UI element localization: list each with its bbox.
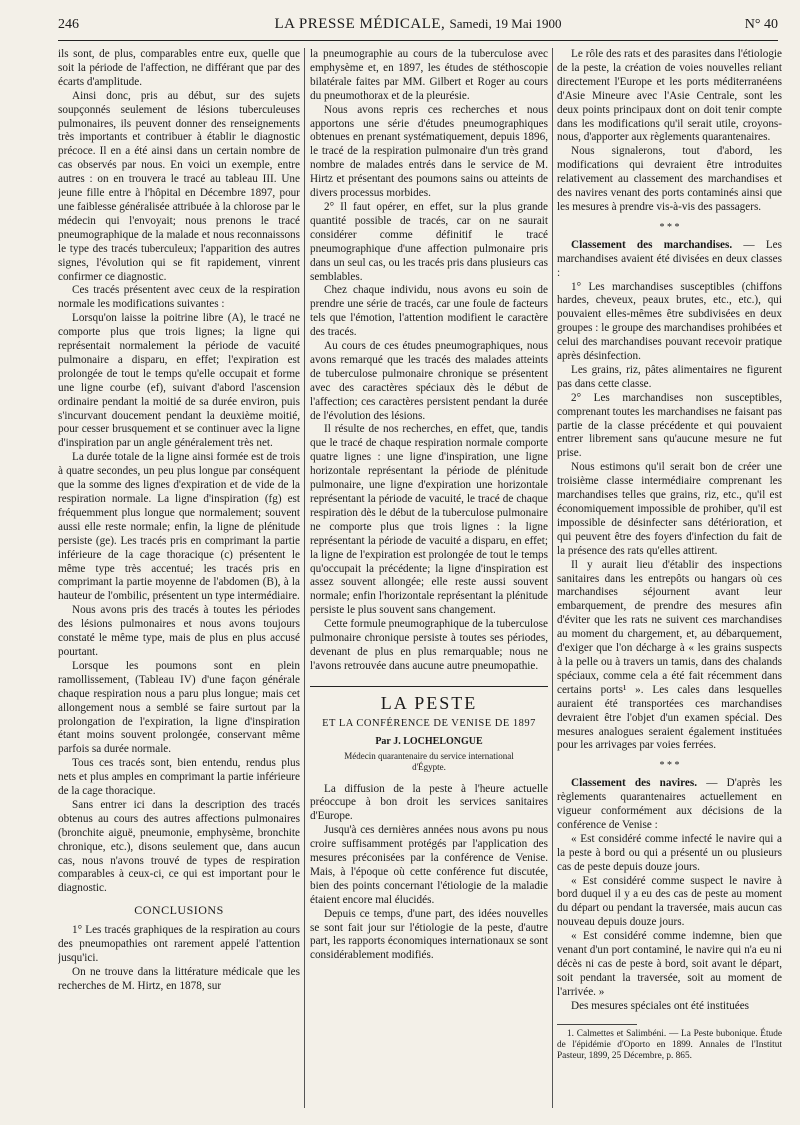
article-header	[310, 686, 548, 773]
paragraph: « Est considéré comme indemne, bien que venant d'un port contaminé, le navire qui n'a eu ni décès ni cas de peste à bord, soit avant le départ, soit pendant la traversée, soit au moment de l'arrivée. »	[557, 930, 782, 998]
article-title: LA PESTE	[380, 692, 478, 713]
paragraph	[557, 239, 782, 281]
page-number: 246	[58, 17, 79, 32]
paragraph: La diffusion de la peste à l'heure actuelle préoccupe à bon droit les services sanitaires d'Europe.	[310, 782, 548, 823]
footnote: 1. Calmettes et Salimbéni. — La Peste bubonique. Étude de l'épidémie d'Oporto en 1899. Annales de l'Institut Pasteur, 1899, 25 Décembre, p. 865.	[557, 1028, 782, 1061]
paragraph: 2° Les marchandises non susceptibles, comprenant toutes les marchandises ne faisant pas partie de la classe précédente et qui pouvaient entrer librement sans qu'aucune mesure ne fut prise.	[557, 391, 782, 460]
issue-number: N° 40	[744, 17, 778, 32]
section-separator: * * *	[659, 221, 680, 233]
paragraph: Chez chaque individu, nous avons eu soin de prendre une série de tracés, car une foule de facteurs tels que l'émotion, l'attention modifient le caractère des tracés.	[310, 284, 548, 339]
paragraph: Des mesures spéciales ont été instituées	[571, 999, 750, 1012]
paragraph: Au cours de ces études pneumographiques, nous avons remarqué que les tracés des malades atteints de tuberculose pulmonaire chronique se présentent avec des caractères spéciaux dès le début de l'affection; ces caractères persistent pendant la durée de l'évolution des lésions.	[310, 340, 548, 422]
paragraph: La durée totale de la ligne ainsi formée est de trois à quatre secondes, un peu plus longue par conséquent que la somme des lignes d'expiration et de vide de la respiration normale. La ligne d'inspiration (fg) est fréquemment plus longue que normalement; souvent aussi elle reste normale; enfin, la ligne de plénitude persiste (ge). Les tracés pris en comprimant la partie inférieure de la cage thoracique (c) présentent le même type très accentué; les tracés pris en comprimant la partie moyenne de l'abdomen (B), à la hauteur de l'ombilic, présentent un type intermédiaire.	[58, 451, 300, 603]
paragraph: Lorsque les poumons sont en plein ramollissement, (Tableau IV) d'une façon générale chaque respiration nous a paru plus longue; mais cet allongement nous a semblé se faire surtout par la prolongation de l'expiration, la ligne d'inspiration étant moins souvent prolongée, conservant même parfois sa durée normale.	[58, 659, 300, 756]
paragraph: Nous signalerons, tout d'abord, les modifications qui devraient être introduites relativement au classement des marchandises et des navires venant des ports contaminés ainsi que les mesures à prendre vis-à-vis des passagers.	[557, 145, 782, 213]
paragraph: Depuis ce temps, d'une part, des idées nouvelles se sont fait jour sur l'étiologie de la peste, d'autre part, les rapports économiques internationaux se sont considérablement modifiés.	[310, 907, 548, 962]
article-affiliation: Médecin quarantenaire du service international d'Égypte.	[344, 750, 514, 772]
column-2	[310, 48, 548, 1113]
column-3	[557, 48, 782, 1113]
heading-text: — D'après les règlements quarantenaires actuellement en vigueur conformément aux décisions de la conférence de Venise :	[557, 777, 782, 831]
paragraph: 2° Il faut opérer, en effet, sur la plus grande quantité possible de tracés, car on ne saurait considérer comme définitif le tracé pneumographique d'une affection pulmonaire pris dans un seul cas, ou les tracés pris dans plusieurs cas semblables.	[310, 200, 548, 283]
paragraph: Il résulte de nos recherches, en effet, que, tandis que le tracé de chaque respiration normale comporte quatre lignes : une ligne d'inspiration, une ligne horizontale représentant la période de plénitude pulmonaire, une ligne d'expiration une horizontale représentant la période de vacuité, le tracé de chaque respiration dès le début de la tuberculose pulmonaire ne comporte plus que trois lignes : la ligne représentant la période de vacuité a disparu, en effet; la ligne de l'expiration est prolongée de tout le temps qu'occupait la précédente; la ligne d'inspiration est assez souvent allongée; elle reste aussi souvent normale; enfin l'horizontale représentant la plénitude persiste le plus souvent sans changement.	[310, 423, 548, 617]
article-author: Par J. LOCHELONGUE	[375, 735, 483, 747]
paragraph: Sans entrer ici dans la description des tracés obtenus au cours des autres affections pulmonaires (bronchite aiguë, pneumonie, emphysème, bronchite chronique, etc.), disons seulement que, dans aucun cas, nous n'avons trouvé de types de respiration comparables à ceux-ci, ce qui est important pour le diagnostic.	[58, 798, 300, 895]
paragraph: Les grains, riz, pâtes alimentaires ne figurent pas dans cette classe.	[557, 363, 782, 390]
paragraph: Il y aurait lieu d'établir des inspections sanitaires dans les entrepôts ou hangars où ces marchandises séjournent avant leur embarquement, de prendre des mesures afin d'éviter que les rats ne suivent ces marchandises au moment du chargement, et, au débarquement, d'exiger que l'on décharge à « les grains suspects à la pelle ou à travers un tamis, dans des chalands spéciaux, comme cela a été fait récemment dans certains ports¹ ». Les cales dans lesquelles auraient été transportées ces marchandises devraient être l'objet d'un examen spécial. Des mesures analogues seraient également instituées pour les arrivages par voies ferrées.	[557, 558, 782, 752]
journal-name: LA PRESSE MÉDICALE,	[274, 16, 446, 32]
heading-text: — Les marchandises avaient été divisées en deux classes :	[557, 238, 782, 279]
paragraph	[557, 777, 782, 833]
paragraph: ils sont, de plus, comparables entre eux, quelle que soit la période de l'affection, ne différant que par des écarts d'amplitude.	[58, 48, 300, 88]
paragraph: 1° Les tracés graphiques de la respiration au cours des pneumopathies ont rarement appelé l'attention jusqu'ici.	[58, 924, 300, 964]
paragraph: « Est considéré comme infecté le navire qui a la peste à bord ou qui a présenté un ou plusieurs cas de peste depuis douze jours.	[557, 832, 782, 873]
column-divider	[304, 48, 305, 1108]
paragraph: Jusqu'à ces dernières années nous avons pu nous croire suffisamment protégés par l'application des mesures préconisées par la conférence de Venise. Mais, à l'époque où cette conférence fut discutée, bien des points concernant l'étiologie de la maladie étaient encore mal élucidés.	[310, 824, 548, 906]
footnote-rule	[557, 1024, 637, 1025]
paragraph: Cette formule pneumographique de la tuberculose pulmonaire chronique persiste à toutes ses périodes, devenant de plus en plus remarquable; nous ne l'avons retrouvée dans aucune autre pneumopathie.	[310, 618, 548, 672]
section-heading-marchandises: Classement des marchandises.	[571, 238, 733, 251]
section-separator: * * *	[659, 760, 680, 772]
journal-title	[58, 16, 778, 33]
paragraph: Lorsqu'on laisse la poitrine libre (A), le tracé ne comporte plus que trois lignes; la ligne qui représentait normalement la période de vacuité pulmonaire a disparu, en effet; l'expiration est prolongée de tout le temps qu'elle occupait et forme une ligne courbe (ef), suivant d'abord l'ascension ordinaire pendant la moitié de sa durée environ, puis s'incurvant doucement pendant la deuxième moitié, pour cesser brusquement et se continuer avec la ligne d'inspiration par un angle généralement très net.	[58, 312, 300, 450]
paragraph: On ne trouve dans la littérature médicale que les recherches de M. Hirtz, en 1878, sur	[58, 965, 300, 992]
column-divider	[552, 48, 553, 1108]
paragraph: « Est considéré comme suspect le navire à bord duquel il y a eu des cas de peste au moment du départ ou pendant la traversée, mais aucun cas nouveau depuis douze jours.	[557, 874, 782, 929]
article-subtitle: ET LA CONFÉRENCE DE VENISE DE 1897	[322, 717, 536, 729]
paragraph: 1° Les marchandises susceptibles (chiffons hardes, cheveux, peaux brutes, etc., etc.), qui pouvaient elles-mêmes être subdivisées en deux groupes : le groupe des marchandises prohibées et celui des marchandises pouvant recevoir pratique après désinfection.	[557, 280, 782, 363]
page-header	[58, 14, 778, 41]
section-heading-navires: Classement des navires.	[571, 777, 698, 790]
section-heading-conclusions: CONCLUSIONS	[134, 903, 224, 918]
paragraph: la pneumographie au cours de la tuberculose avec emphysème et, en 1897, les études de stéthoscopie bilatérale faites par MM. Gilbert et Roger au cours du pneumothorax et de la pleurésie.	[310, 48, 548, 102]
paragraph: Ces tracés présentent avec ceux de la respiration normale les modifications suivantes :	[58, 284, 300, 311]
column-1	[58, 48, 300, 1113]
paragraph: Nous estimons qu'il serait bon de créer une troisième classe intermédiaire comprenant les marchandises telles que grains, riz, etc., qu'il est économiquement impossible de prohiber, qu'il est impossible de désinfecter sans détérioration, et qui peuvent être des foyers d'infection du fait de la présence des rats qu'elles attirent.	[557, 461, 782, 557]
paragraph: Nous avons pris des tracés à toutes les périodes des lésions pulmonaires et nous avons toujours constaté le même type, mais de plus en plus accusé pourtant.	[58, 604, 300, 658]
paragraph: Le rôle des rats et des parasites dans l'étiologie de la peste, la création de voies nouvelles reliant directement l'Europe et les ports méditerranéens d'Asie Mineure avec l'Asie Centrale, sont les deux points principaux dont on doit tenir compte dans les modifications qu'il serait utile, croyons-nous, d'apporter aux règlements quarantenaires.	[557, 48, 782, 144]
paragraph: Ainsi donc, pris au début, sur des sujets soupçonnés seulement de lésions tuberculeuses pulmonaires, ils peuvent donner des renseignements très importants et contribuer à établir le diagnostic précoce. Il en a été ainsi dans un certain nombre de cas observés par nous. En voici un exemple, entre autres : on en trouvera le tracé au tableau III. Une jeune fille entre à l'hôpital en Décembre 1897, pour une faiblesse généralisée attribuée à la chlorose par le médecin qui l'envoyait; nous prenons le tracé pneumographique de la malade et nous reconnaissons le type des tracés tuberculeux; l'apparition des autres signes, l'évolution qui se fit rapidement, vinrent confirmer ce diagnostic.	[58, 89, 300, 283]
paragraph: Tous ces tracés sont, bien entendu, rendus plus nets et plus amples en comprimant la partie inférieure de la cage thoracique.	[58, 757, 300, 798]
paragraph: Nous avons repris ces recherches et nous apportons une série d'études pneumographiques obtenues en prenant systématiquement, depuis 1896, le tracé de la respiration pulmonaire d'un très grand nombre de malades entrés dans le service de M. Hirtz et présentant des poumons sains ou atteints de divers processus morbides.	[310, 103, 548, 200]
issue-date: Samedi, 19 Mai 1900	[449, 16, 562, 31]
